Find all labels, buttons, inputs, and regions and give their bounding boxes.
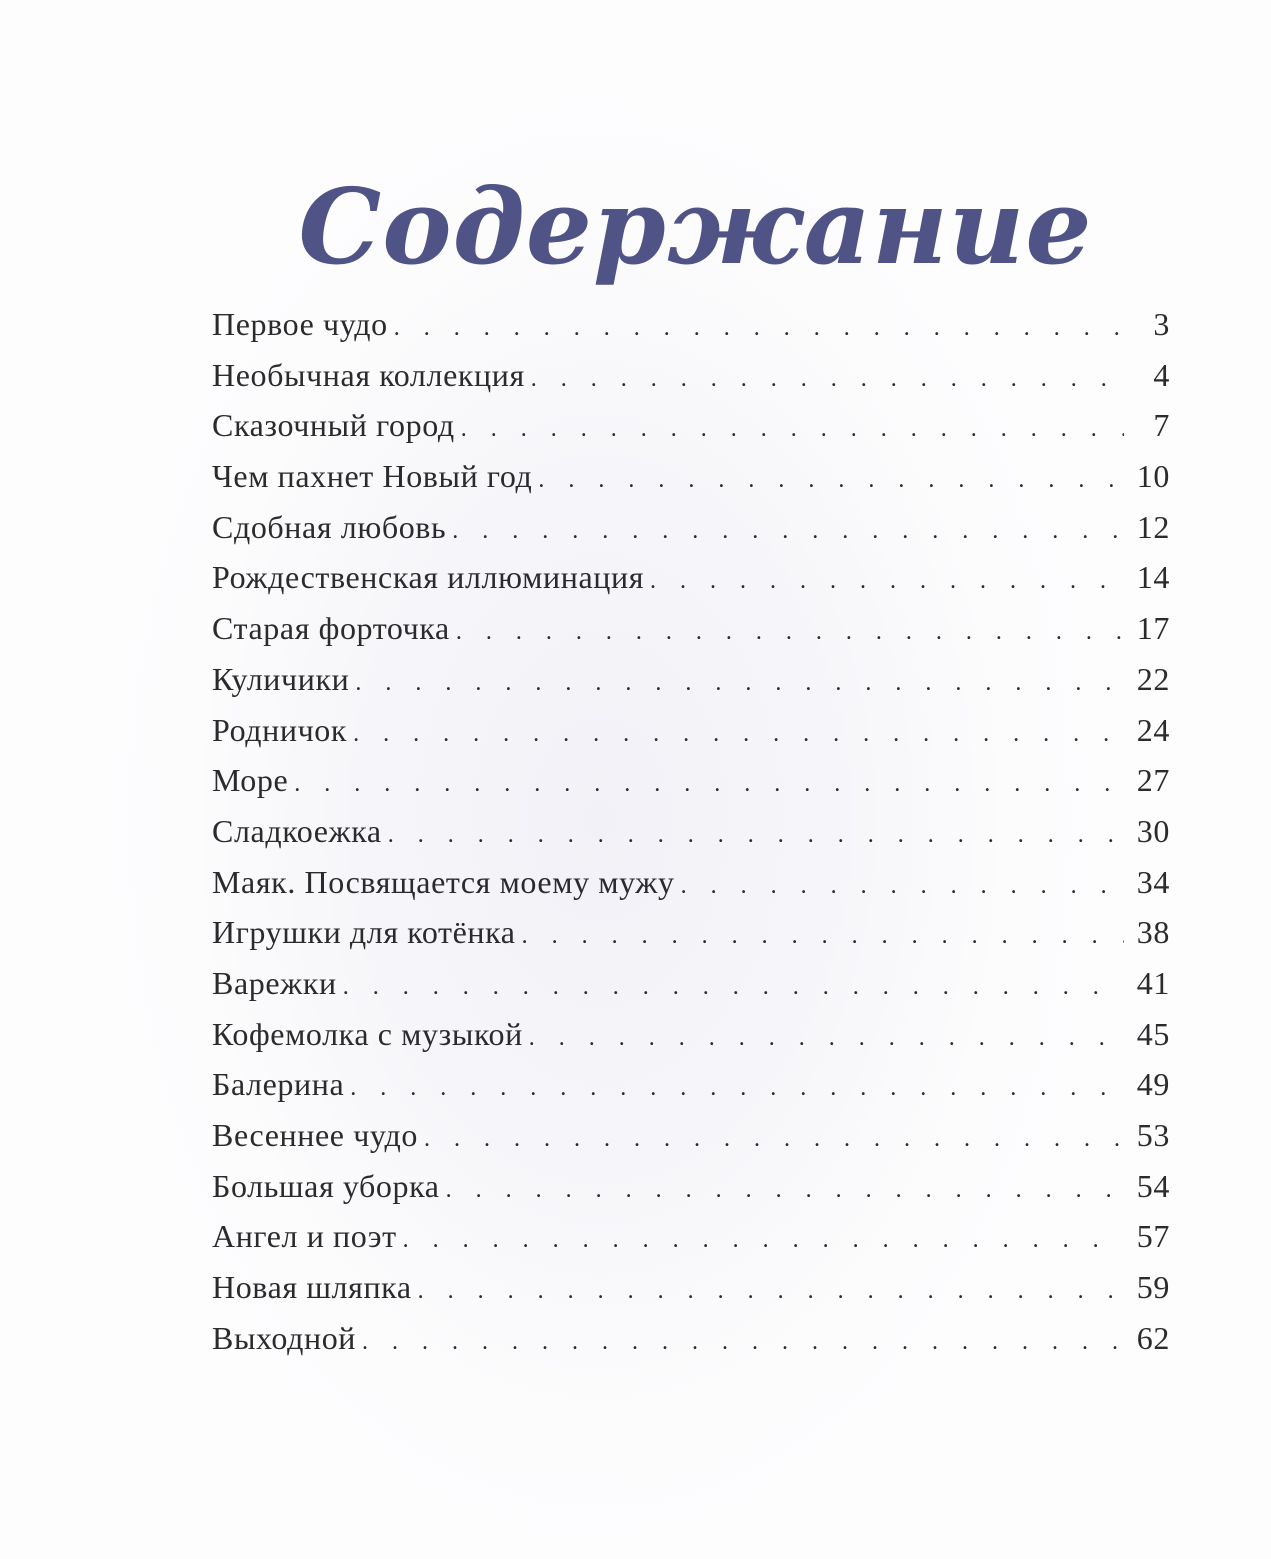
toc-entry-title: Выходной xyxy=(212,1319,357,1356)
toc-entry-title: Новая шляпка xyxy=(212,1269,412,1306)
dot-leader xyxy=(424,1126,1124,1153)
dot-leader xyxy=(294,771,1124,798)
toc-entry-page-number: 57 xyxy=(1136,1218,1170,1255)
toc-entry-page-number: 17 xyxy=(1136,610,1170,647)
toc-entry-title: Чем пахнет Новый год xyxy=(212,458,533,495)
toc-entry-page-number: 41 xyxy=(1136,964,1170,1001)
toc-entry-title: Ангел и поэт xyxy=(212,1218,397,1255)
toc-entry-page-number: 54 xyxy=(1136,1167,1170,1204)
toc-entry-title: Игрушки для котёнка xyxy=(212,914,516,951)
toc-entry-title: Куличики xyxy=(212,660,350,697)
toc-entry xyxy=(212,864,1170,915)
toc-entry-page-number: 59 xyxy=(1136,1269,1170,1306)
dot-leader xyxy=(362,1329,1124,1356)
dot-leader xyxy=(538,467,1124,494)
dot-leader xyxy=(456,619,1124,646)
dot-leader xyxy=(446,1177,1124,1204)
toc-entry xyxy=(212,306,1170,357)
dot-leader xyxy=(522,923,1124,950)
table-of-contents xyxy=(212,306,1170,1370)
toc-entry xyxy=(212,1168,1170,1219)
toc-entry xyxy=(212,762,1170,813)
toc-entry-title: Первое чудо xyxy=(212,306,388,342)
toc-entry xyxy=(212,1269,1170,1320)
toc-entry-title: Старая форточка xyxy=(212,610,450,647)
dot-leader xyxy=(418,1278,1124,1305)
dot-leader xyxy=(353,721,1124,748)
toc-entry-page-number: 30 xyxy=(1136,812,1170,849)
toc-entry-page-number: 34 xyxy=(1136,863,1170,900)
dot-leader xyxy=(350,1075,1124,1102)
toc-entry-page-number: 38 xyxy=(1136,914,1170,951)
toc-entry-page-number: 22 xyxy=(1136,660,1170,697)
toc-entry-page-number: 14 xyxy=(1136,559,1170,596)
dot-leader xyxy=(388,822,1124,849)
toc-entry xyxy=(212,458,1170,509)
toc-entry-page-number: 12 xyxy=(1136,508,1170,545)
page-title: Содержание xyxy=(298,164,1093,288)
toc-entry xyxy=(212,1320,1170,1371)
dot-leader xyxy=(343,974,1124,1001)
toc-entry xyxy=(212,965,1170,1016)
toc-entry-title: Варежки xyxy=(212,964,337,1001)
dot-leader xyxy=(681,873,1124,900)
toc-entry-page-number: 10 xyxy=(1136,458,1170,495)
toc-entry xyxy=(212,357,1170,408)
toc-entry xyxy=(212,1117,1170,1168)
toc-entry-page-number: 53 xyxy=(1136,1117,1170,1153)
dot-leader xyxy=(355,670,1124,697)
toc-entry-title: Весеннее чудо xyxy=(212,1117,418,1153)
toc-entry-page-number: 45 xyxy=(1136,1015,1170,1052)
toc-entry-title: Маяк. Посвящается моему мужу xyxy=(212,863,675,900)
toc-entry-page-number: 24 xyxy=(1136,711,1170,748)
toc-entry xyxy=(212,1016,1170,1067)
toc-entry-page-number: 49 xyxy=(1136,1066,1170,1103)
toc-entry xyxy=(212,559,1170,610)
dot-leader xyxy=(529,1025,1124,1052)
toc-entry xyxy=(212,661,1170,712)
dot-leader xyxy=(394,315,1124,342)
toc-entry-page-number: 62 xyxy=(1136,1319,1170,1356)
toc-entry-title: Большая уборка xyxy=(212,1167,440,1204)
toc-entry-title: Рождественская иллюминация xyxy=(212,559,645,596)
toc-entry xyxy=(212,914,1170,965)
toc-entry-title: Сладкоежка xyxy=(212,812,382,849)
toc-entry-title: Сдобная любовь xyxy=(212,508,447,545)
toc-entry-page-number: 7 xyxy=(1153,407,1170,444)
dot-leader xyxy=(650,568,1124,595)
toc-entry-page-number: 27 xyxy=(1136,762,1170,799)
toc-entry-title: Море xyxy=(212,762,289,799)
toc-entry-page-number: 4 xyxy=(1153,356,1170,393)
dot-leader xyxy=(531,366,1124,393)
toc-entry xyxy=(212,1218,1170,1269)
toc-entry xyxy=(212,407,1170,458)
toc-entry xyxy=(212,1066,1170,1117)
dot-leader xyxy=(461,416,1124,443)
toc-entry-title: Кофемолка с музыкой xyxy=(212,1015,523,1052)
toc-entry-title: Необычная коллекция xyxy=(212,356,525,393)
toc-entry xyxy=(212,610,1170,661)
toc-entry-title: Балерина xyxy=(212,1066,345,1103)
toc-entry xyxy=(212,712,1170,763)
toc-entry xyxy=(212,509,1170,560)
toc-entry xyxy=(212,813,1170,864)
dot-leader xyxy=(403,1227,1124,1254)
toc-entry-title: Родничок xyxy=(212,711,348,748)
toc-entry-page-number: 3 xyxy=(1153,306,1170,342)
toc-entry-title: Сказочный город xyxy=(212,407,455,444)
dot-leader xyxy=(452,518,1124,545)
